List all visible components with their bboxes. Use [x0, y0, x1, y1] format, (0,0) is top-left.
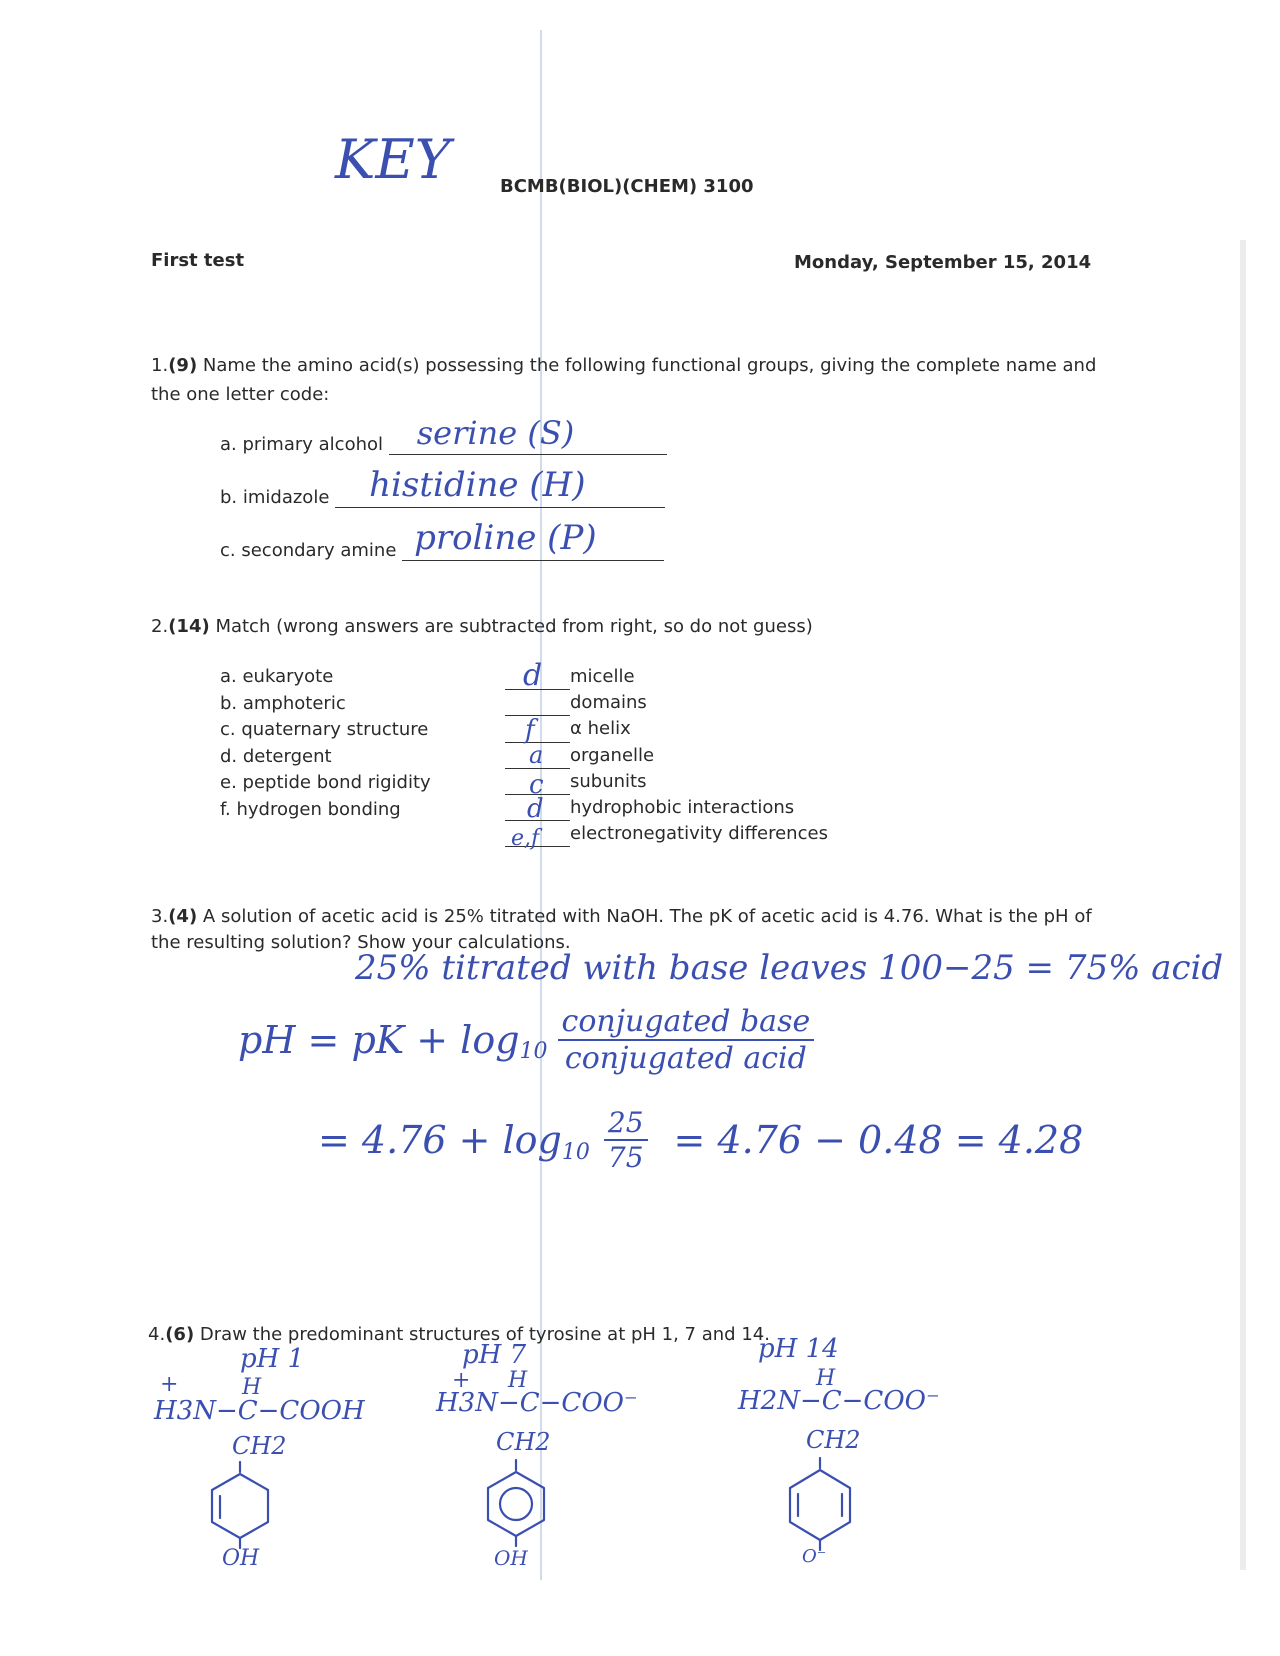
q3-result [318, 1106, 1083, 1174]
q2-left-item: a. eukaryote [220, 666, 334, 687]
q3-equation [238, 1004, 814, 1076]
q2-right-item [505, 821, 828, 852]
q2-term: organelle [570, 744, 655, 766]
q2-answer: e,f [511, 826, 540, 852]
q2-right-list [505, 658, 828, 852]
q4-s1-ph: pH 1 [240, 1344, 305, 1374]
q4-s1-h: H [242, 1375, 262, 1400]
q2-right-item [505, 769, 828, 800]
q2-answer: f [525, 715, 535, 746]
q4-s2-oh: OH [494, 1546, 528, 1570]
q2-right-item [505, 794, 828, 825]
q2-right-item [505, 690, 828, 716]
course-title: BCMB(BIOL)(CHEM) 3100 [500, 176, 754, 197]
q2-term: electronegativity differences [570, 823, 828, 845]
q1-item-c-label: c. secondary amine [220, 540, 397, 561]
q4-s2-plus: + [452, 1368, 471, 1393]
q3-prompt-line1: A solution of acetic acid is 25% titrated with NaOH. The pK of acetic acid is 4.76. What is the pH of [202, 906, 1092, 927]
q1-item-a-label: a. primary alcohol [220, 434, 384, 455]
q1-item-a [220, 414, 667, 455]
q2-prompt [151, 616, 813, 637]
q4-s3-line: H2N−C−COO⁻ [738, 1386, 940, 1416]
q1-item-c [220, 518, 664, 561]
q2-left-item: d. detergent [220, 745, 332, 767]
q1-points: (9) [168, 355, 198, 376]
q2-answer: d [527, 794, 544, 825]
q1-item-b-label: b. imidazole [220, 487, 330, 508]
q1-number: 1. [151, 355, 169, 376]
q4-s3-benzene-ring [778, 1458, 862, 1554]
q2-answer: d [523, 658, 543, 693]
q1-item-c-answer: proline (P) [414, 518, 597, 558]
q4-s1-oh: OH [222, 1546, 260, 1571]
q3-eq-den: conjugated acid [564, 1041, 807, 1076]
q4-s2-ch2: CH2 [496, 1428, 551, 1456]
q3-line3-lhs: = 4.76 + log [318, 1118, 562, 1162]
q3-line3-sub: 10 [561, 1139, 590, 1165]
q4-s2-ph: pH 7 [462, 1340, 527, 1370]
q3-line3-num: 25 [604, 1106, 648, 1141]
q2-term: hydrophobic interactions [570, 797, 795, 819]
q3-eq-sub: 10 [519, 1038, 548, 1064]
q3-eq-fraction [558, 1004, 815, 1076]
q2-left-item: b. amphoteric [220, 692, 346, 714]
q3-line3-fraction [604, 1106, 648, 1174]
q2-answer: a [529, 740, 544, 769]
q2-left-item: c. quaternary structure [220, 719, 429, 740]
q1-item-c-blank [402, 518, 664, 561]
q2-prompt-text: Match (wrong answers are subtracted from right, so do not guess) [215, 616, 813, 637]
q4-s3-ch2: CH2 [806, 1426, 861, 1454]
q3-points: (4) [168, 906, 198, 927]
q4-s1-line: H3N−C−COOH [154, 1396, 365, 1426]
q2-term: α helix [570, 718, 631, 740]
q4-s2-h: H [508, 1368, 528, 1393]
q4-s3-ph: pH 14 [758, 1334, 839, 1364]
q2-answer: c [529, 769, 544, 800]
key-mark: KEY [335, 128, 451, 191]
q4-s2-benzene-ring [476, 1460, 556, 1550]
q4-s1-ch2: CH2 [232, 1432, 287, 1460]
q2-right-item [505, 715, 828, 746]
q1-prompt [151, 355, 1096, 376]
q4-s1-benzene-ring [200, 1462, 280, 1552]
q3-line3-rhs: = 4.76 − 0.48 = 4.28 [673, 1118, 1084, 1162]
q2-left-item: f. hydrogen bonding [220, 798, 401, 820]
test-date: Monday, September 15, 2014 [794, 252, 1092, 273]
q2-right-item [505, 658, 828, 693]
q3-number: 3. [151, 906, 169, 927]
q4-prompt-text: Draw the predominant structures of tyrosine at pH 1, 7 and 14. [199, 1324, 770, 1345]
q2-points: (14) [168, 616, 210, 637]
q3-prompt-line2: the resulting solution? Show your calculations. [151, 932, 571, 953]
q2-term: domains [570, 692, 647, 714]
q1-item-b-answer: histidine (H) [369, 465, 586, 505]
test-name: First test [151, 250, 245, 271]
q1-item-b [220, 465, 665, 508]
q4-s2-line: H3N−C−COO⁻ [436, 1388, 638, 1418]
q4-s3-h: H [816, 1366, 836, 1391]
q2-left-item: e. peptide bond rigidity [220, 772, 431, 793]
q3-eq-lhs: pH = pK + log [238, 1018, 520, 1062]
q3-work-line1: 25% titrated with base leaves 100−25 = 75% acid [355, 948, 1224, 988]
q4-prompt [148, 1324, 770, 1345]
q4-number: 4. [148, 1324, 166, 1345]
q3-eq-num: conjugated base [558, 1004, 815, 1041]
q4-points: (6) [165, 1324, 195, 1345]
q4-s3-oh: O⁻ [802, 1546, 827, 1567]
q3-prompt [151, 906, 1092, 927]
q1-item-b-blank [335, 465, 665, 508]
q1-prompt-line1: Name the amino acid(s) possessing the following functional groups, giving the complete name and [202, 355, 1097, 376]
q2-right-item [505, 740, 828, 769]
q3-line3-den: 75 [607, 1141, 644, 1174]
q2-number: 2. [151, 616, 169, 637]
q2-term: subunits [570, 770, 647, 792]
q1-prompt-line2: the one letter code: [151, 384, 330, 405]
q4-s1-plus: + [160, 1372, 179, 1397]
q1-item-a-blank [389, 414, 667, 455]
q2-term: micelle [570, 666, 635, 687]
q1-item-a-answer: serine (S) [416, 414, 575, 452]
q2-left-list [220, 664, 431, 823]
scan-edge [1240, 240, 1246, 1570]
